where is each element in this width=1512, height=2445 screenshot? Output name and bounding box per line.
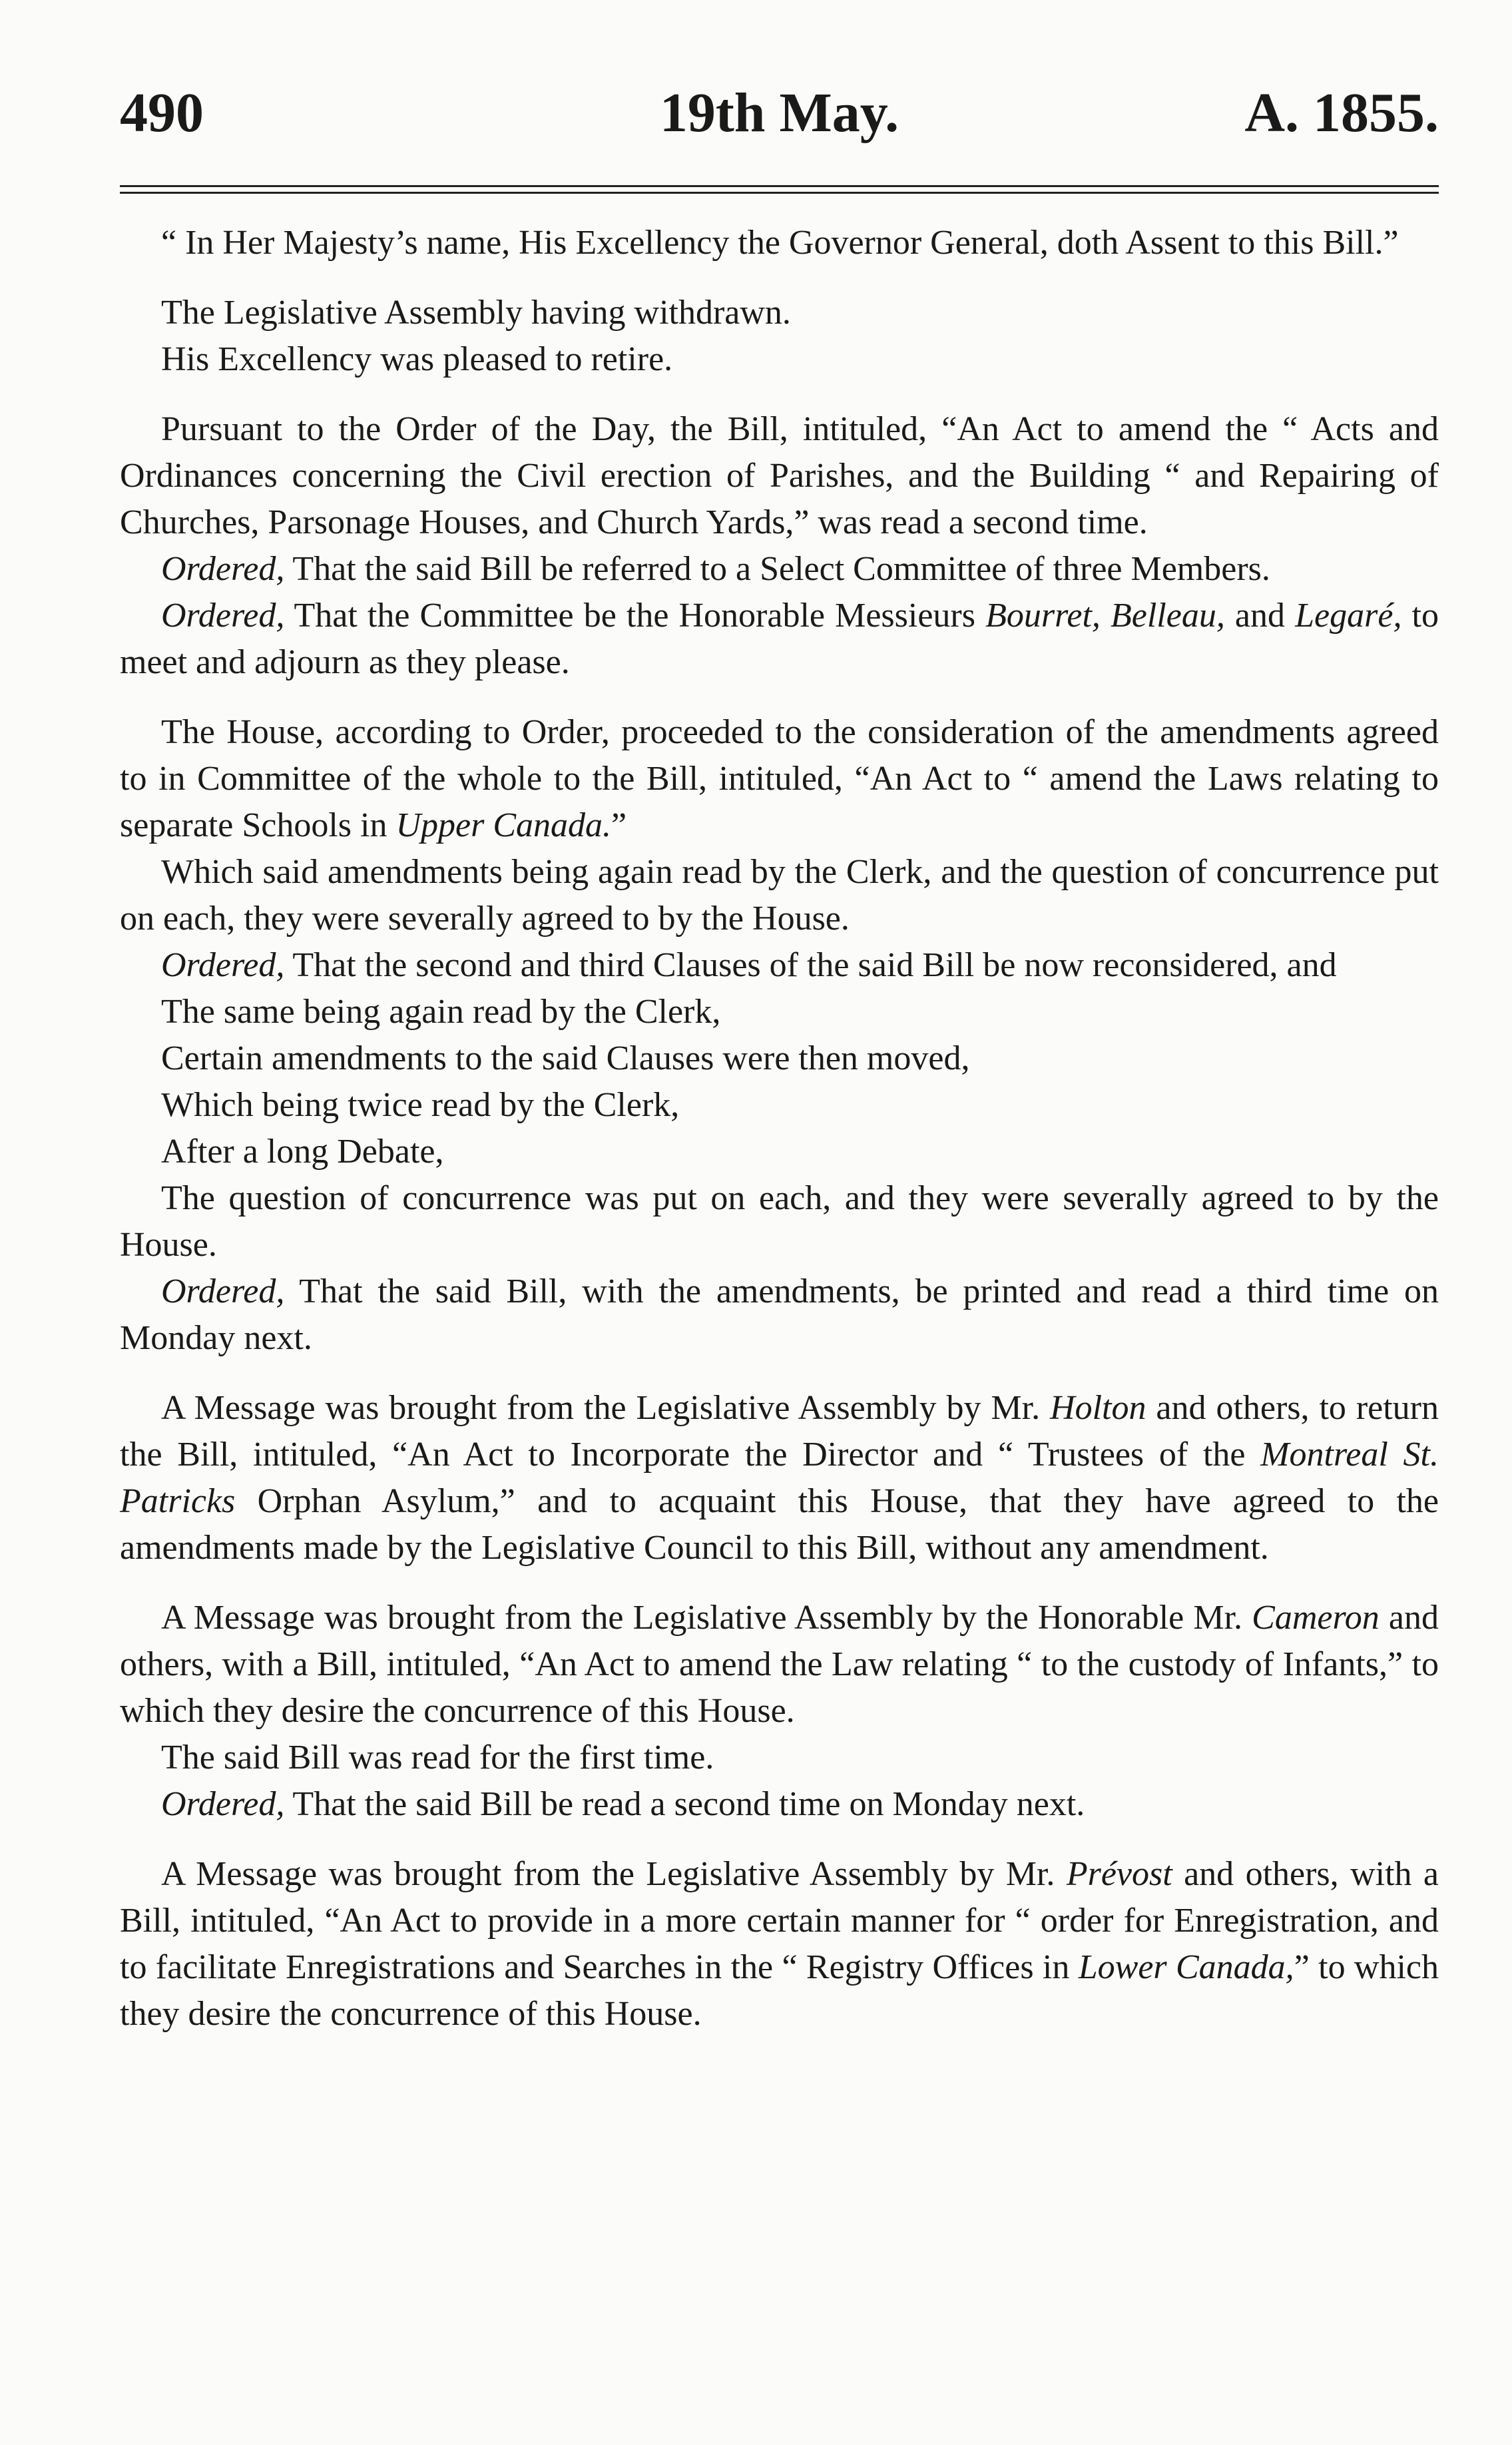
italic-run: Ordered,	[161, 550, 285, 588]
paragraph-p17	[120, 1595, 1439, 1735]
paragraph-p15	[120, 1268, 1439, 1362]
header-date: 19th May.	[659, 82, 899, 144]
italic-run: Ordered,	[161, 1785, 285, 1823]
paragraph-p4	[120, 406, 1439, 546]
text-run: Pursuant to the Order of the Day, the Bill, intituled, “An Act to amend the “ Acts and Ordinances concerning the Civil erection of Parishes, and the Building “ and Repairing of Churches, Parsonage Houses, and Church Yards,” was read a second time.	[120, 410, 1439, 541]
text-run: A Message was brought from the Legislative Assembly by Mr.	[161, 1855, 1067, 1893]
text-run: That the said Bill be referred to a Select Committee of three Members.	[284, 550, 1270, 588]
text-run: A Message was brought from the Legislative Assembly by the Honorable Mr.	[161, 1599, 1252, 1637]
text-run: Certain amendments to the said Clauses were then moved,	[161, 1039, 970, 1077]
paragraph-p1	[120, 220, 1439, 266]
header-year: A. 1855.	[1244, 82, 1439, 144]
paragraph-p9	[120, 942, 1439, 989]
paragraph-p6	[120, 593, 1439, 686]
paragraph-p19	[120, 1781, 1439, 1828]
italic-run: Legaré,	[1295, 597, 1402, 635]
header-rule-top	[120, 185, 1439, 187]
italic-run: Ordered,	[161, 946, 285, 984]
text-run: The question of concurrence was put on each, and they were severally agreed to by the House.	[120, 1179, 1439, 1264]
italic-run: Holton	[1050, 1389, 1146, 1427]
header-rule-bottom	[120, 192, 1439, 194]
paragraph-p11	[120, 1035, 1439, 1082]
text-run: “ In Her Majesty’s name, His Excellency the Governor General, doth Assent to this Bill.”	[161, 224, 1399, 262]
text-run: The Legislative Assembly having withdrawn.	[161, 294, 791, 332]
text-run: A Message was brought from the Legislative Assembly by Mr.	[161, 1389, 1051, 1427]
paragraph-p10	[120, 989, 1439, 1035]
paragraph-p16	[120, 1385, 1439, 1571]
italic-run: Ordered,	[161, 597, 285, 635]
paragraph-p13	[120, 1129, 1439, 1175]
paragraph-p20	[120, 1851, 1439, 2038]
text-run: Which said amendments being again read by the Clerk, and the question of concurrence put on each, they were severally agreed to by the House.	[120, 853, 1439, 938]
italic-run: Bourret, Belleau,	[985, 597, 1225, 635]
italic-run: Prévost	[1066, 1855, 1172, 1893]
text-run: That the Committee be the Honorable Messieurs	[284, 597, 986, 635]
paragraph-p12	[120, 1082, 1439, 1129]
text-run: That the said Bill be read a second time on Monday next.	[284, 1785, 1085, 1823]
journal-body-text	[120, 220, 1439, 2038]
text-run: and	[1224, 597, 1296, 635]
text-run: Orphan Asylum,” and to acquaint this House, that they have agreed to the amendments made by the Legislative Council to this Bill, without any amendment.	[120, 1482, 1439, 1567]
text-run: That the said Bill, with the amendments, be printed and read a third time on Monday next.	[120, 1272, 1439, 1357]
paragraph-p3	[120, 336, 1439, 383]
text-run: Which being twice read by the Clerk,	[161, 1086, 680, 1124]
paragraph-p14	[120, 1175, 1439, 1268]
text-run: and others, with a Bill, intituled, “An Act to provide in a more certain manner for “ order for Enregistration, and to facilitate Enregistrations and Searches in the “ Registry Offices in	[120, 1855, 1439, 1986]
paragraph-p5	[120, 546, 1439, 593]
text-run: The said Bill was read for the first time.	[161, 1739, 714, 1776]
paragraph-p7	[120, 709, 1439, 849]
text-run: ”	[611, 806, 627, 844]
text-run: After a long Debate,	[161, 1133, 444, 1171]
italic-run: Cameron	[1252, 1599, 1380, 1637]
text-run: ” to which they desire the concurrence of this House.	[120, 1948, 1439, 2033]
text-run: His Excellency was pleased to retire.	[161, 340, 673, 378]
page-number: 490	[120, 82, 204, 144]
text-run: That the second and third Clauses of the said Bill be now reconsidered, and	[284, 946, 1337, 984]
text-run: and others, to return the Bill, intituled, “An Act to Incorporate the Director and “ Trustees of the	[120, 1389, 1439, 1474]
text-run: and others, with a Bill, intituled, “An Act to amend the Law relating “ to the custody of Infants,” to which they desire the concurrence of this House.	[120, 1599, 1439, 1730]
italic-run: Upper Canada.	[395, 806, 612, 844]
italic-run: Lower Canada,	[1078, 1948, 1294, 1986]
italic-run: Ordered,	[161, 1272, 285, 1310]
text-run: The same being again read by the Clerk,	[161, 993, 721, 1031]
text-run: The House, according to Order, proceeded to the consideration of the amendments agreed to in Committee of the whole to the Bill, intituled, “An Act to “ amend the Laws relating to separate Schools in	[120, 713, 1439, 844]
page-header	[120, 80, 1439, 153]
paragraph-p8	[120, 849, 1439, 942]
italic-run: Montreal St. Patricks	[120, 1436, 1439, 1520]
paragraph-p2	[120, 290, 1439, 336]
paragraph-p18	[120, 1735, 1439, 1781]
text-run: to meet and adjourn as they please.	[120, 597, 1439, 681]
